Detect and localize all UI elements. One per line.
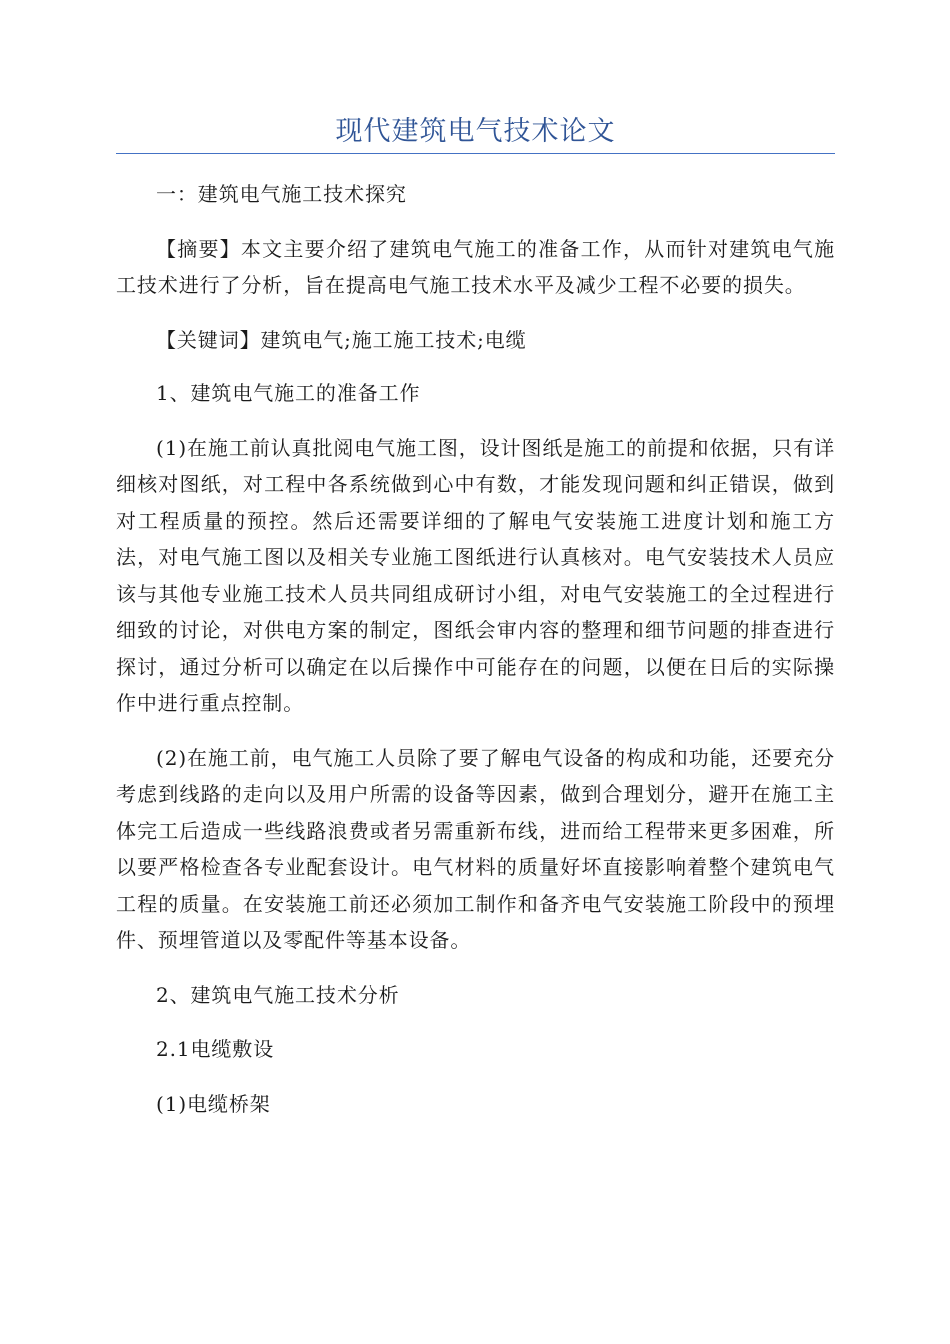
- subsection-heading: 2、建筑电气施工技术分析: [156, 982, 400, 1007]
- keywords-paragraph: 【关键词】建筑电气;施工施工技术;电缆: [156, 327, 527, 352]
- item-heading: (1)电缆桥架: [156, 1091, 271, 1116]
- body-paragraph: (1)在施工前认真批阅电气施工图，设计图纸是施工的前提和依据，只有详细核对图纸，对工程中各系统做到心中有数，才能发现问题和纠正错误，做到对工程质量的预控。然后还需要详细的了解电气安装施工进度计划和施工方法，对电气施工图以及相关专业施工图纸进行认真核对。电气安装技术人员应该与其他专业施工技术人员共同组成研讨小组，对电气安装施工的全过程进行细致的讨论，对供电方案的制定，图纸会审内容的整理和细节问题的排查进行探讨，通过分析可以确定在以后操作中可能存在的问题，以便在日后的实际操作中进行重点控制。: [116, 435, 835, 715]
- document-body: [116, 176, 835, 1122]
- abstract-paragraph: 【摘要】本文主要介绍了建筑电气施工的准备工作，从而针对建筑电气施工技术进行了分析，旨在提高电气施工技术水平及减少工程不必要的损失。: [116, 236, 835, 297]
- subsection-heading: 1、建筑电气施工的准备工作: [156, 381, 421, 405]
- subsection-heading: 2.1电缆敷设: [156, 1037, 275, 1061]
- section-heading: 一：建筑电气施工技术探究: [156, 182, 407, 206]
- title-underline: [116, 153, 835, 154]
- body-paragraph: (2)在施工前，电气施工人员除了要了解电气设备的构成和功能，还要充分考虑到线路的走向以及用户所需的设备等因素，做到合理划分，避开在施工主体完工后造成一些线路浪费或者另需重新布线，进而给工程带来更多困难，所以要严格检查各专业配套设计。电气材料的质量好坏直接影响着整个建筑电气工程的质量。在安装施工前还必须加工制作和备齐电气安装施工阶段中的预埋件、预埋管道以及零配件等基本设备。: [116, 745, 835, 952]
- document-title: 现代建筑电气技术论文: [335, 116, 616, 147]
